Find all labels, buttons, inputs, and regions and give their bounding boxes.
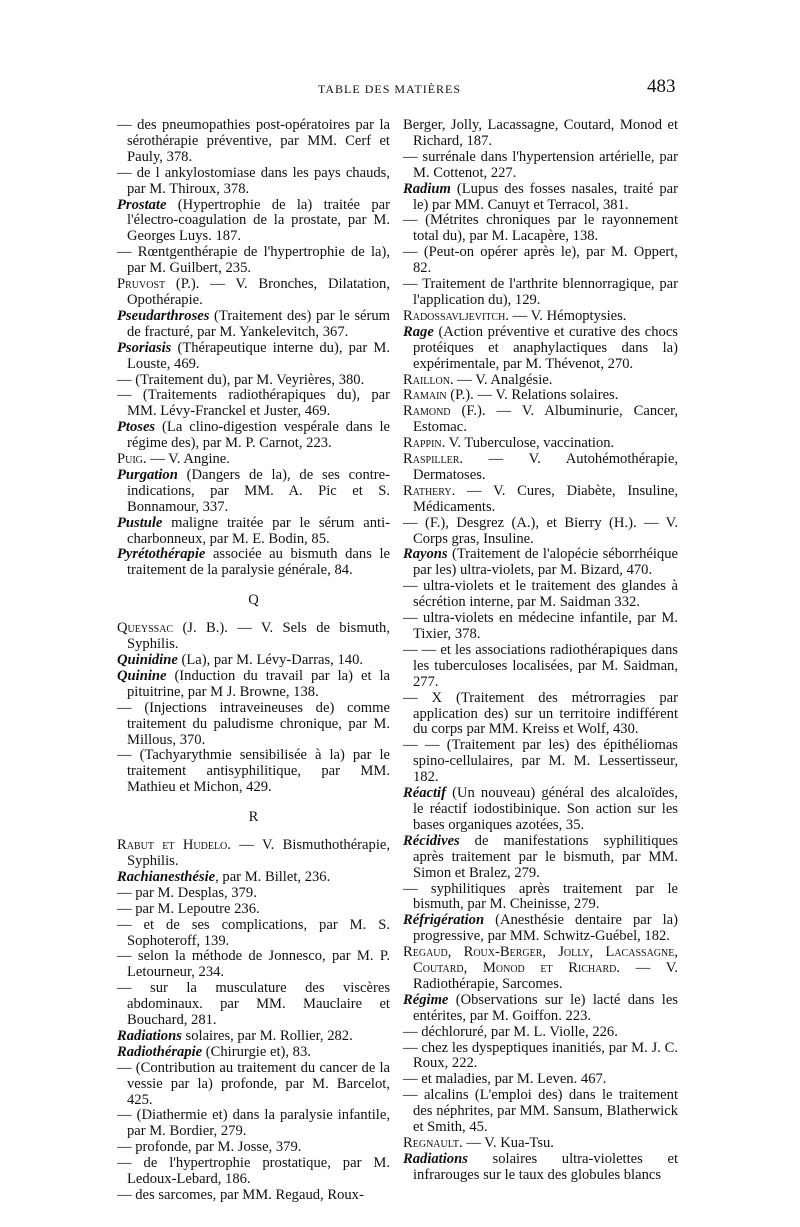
entry-keyword: Rayons [403, 546, 448, 563]
entry-text: — — et les associations radiothérapiques dans les tuberculoses localisées, par M. Saidman, 277. [403, 641, 678, 690]
entry-author: Ramond [403, 403, 451, 420]
entry-text: . — V. Analgésie. [449, 371, 553, 388]
index-entry [403, 245, 678, 277]
entry-keyword: Psoriasis [117, 339, 172, 356]
entry-text: (Traitement des) par le sérum de fracturé, par M. Yankelevitch, 367. [127, 307, 390, 340]
entry-text: — Rœntgenthérapie de l'hypertrophie de la), par M. Guilbert, 235. [117, 244, 390, 277]
index-entry [403, 786, 678, 834]
index-entry [403, 277, 678, 309]
index-entry [403, 309, 678, 325]
entry-text: — de l'hypertrophie prostatique, par M. Ledoux-Lebard, 186. [117, 1155, 390, 1188]
section-letter-heading: R [248, 809, 259, 826]
left-column [117, 118, 390, 1204]
entry-text: (Dangers de la), de ses contre-indications, par MM. A. Pic et S. Bonnamour, 337. [127, 466, 390, 515]
entry-text: — (Traitement du), par M. Veyrières, 380. [117, 371, 365, 388]
index-entry [403, 691, 678, 739]
entry-text: (J. B.). — V. Sels de bismuth, Syphilis. [127, 620, 390, 653]
entry-text: (Action préventive et curative des chocs protéiques et anaphylactiques dans la) expérimentale, par M. Thévenot, 270. [413, 323, 678, 372]
entry-keyword: Récidives [403, 832, 460, 849]
entry-text: — (Tachyarythmie sensibilisée à la) par le traitement antisyphilitique, par MM. Mathieu et Michon, 429. [117, 747, 390, 796]
entry-text: (Thérapeutique interne du), par M. Louste, 469. [127, 339, 390, 372]
index-entry [403, 484, 678, 516]
entry-text: (Anesthésie dentaire par la) progressive, par MM. Schwitz-Guébel, 182. [413, 912, 678, 945]
entry-text: (Observations sur le) lacté dans les entérites, par M. Goiffon. 223. [413, 991, 678, 1024]
index-entry [117, 1156, 390, 1188]
index-entry [403, 993, 678, 1025]
entry-author: Ramain [403, 387, 447, 404]
entry-text: — ultra-violets et le traitement des glandes à sécrétion interne, par M. Saidman 332. [403, 578, 678, 611]
running-title: TABLE DES MATIÈRES [318, 82, 462, 96]
entry-author: Queyssac [117, 620, 174, 637]
index-entry [117, 166, 390, 198]
index-entry [403, 738, 678, 786]
index-entry [403, 1152, 678, 1184]
entry-text: — syphilitiques après traitement par le bismuth, par M. Cheinisse, 279. [403, 880, 678, 913]
entry-text: (Un nouveau) général des alcaloïdes, le réactif iodostibinique. Son action sur les bases organiques azotées, 35. [413, 785, 678, 833]
index-entry [403, 150, 678, 182]
entry-text: . — V. Radiothérapie, Sarcomes. [413, 960, 678, 992]
entry-keyword: Quinidine [117, 652, 178, 668]
entry-keyword: Purgation [117, 466, 178, 483]
right-column [403, 118, 678, 1184]
entry-author: Puig [117, 451, 143, 468]
index-entry [403, 1025, 678, 1041]
entry-text: — de l ankylostomiase dans les pays chauds, par M. Thiroux, 378. [117, 164, 390, 197]
entry-text: — surrénale dans l'hypertension artérielle, par M. Cottenot, 227. [403, 148, 678, 181]
index-entry [117, 1108, 390, 1140]
entry-text: — — (Traitement par les) des épithéliomas spino-cellulaires, par M. M. Lessertisseur, 182. [403, 737, 678, 786]
entry-keyword: Pustule [117, 514, 163, 531]
entry-text: — profonde, par M. Josse, 379. [117, 1139, 302, 1156]
index-entry [117, 838, 390, 870]
entry-text: de manifestations syphilitiques après traitement par le bismuth, par MM. Simon et Bralez, 279. [413, 832, 678, 881]
entry-text: — (Injections intraveineuses de) comme traitement du paludisme chronique, par M. Millous, 370. [117, 699, 390, 748]
entry-text: — ultra-violets en médecine infantile, par M. Tixier, 378. [403, 610, 678, 642]
entry-text: — alcalins (L'emploi des) dans le traitement des néphrites, par MM. Sansum, Blatherwick et Smith, 45. [403, 1087, 678, 1136]
entry-text: . — V. Hémoptysies. [505, 307, 627, 324]
entry-text: — (Contribution au traitement du cancer de la vessie par la) profonde, par M. Barcelot, 425. [117, 1059, 390, 1108]
entry-text: . V. Tuberculose, vaccination. [441, 435, 615, 452]
index-entry [117, 1045, 390, 1061]
entry-keyword: Radiations [403, 1150, 468, 1167]
entry-text: — déchloruré, par M. L. Violle, 226. [403, 1023, 618, 1040]
entry-text: maligne traitée par le sérum anti-charbonneux, par M. E. Bodin, 85. [127, 514, 390, 547]
entry-keyword: Pyrétothérapie [117, 546, 206, 563]
entry-author: Rabut et Hudelo [117, 837, 228, 854]
index-entry [117, 516, 390, 548]
index-entry [403, 1072, 678, 1088]
entry-keyword: Ptoses [117, 419, 156, 436]
index-entry [403, 882, 678, 914]
index-entry [403, 373, 678, 389]
index-entry [403, 945, 678, 993]
entry-text: — sur la musculature des viscères abdominaux. par MM. Mauclaire et Bouchard, 281. [117, 980, 390, 1029]
index-entry [117, 669, 390, 701]
entry-text: — X (Traitement des métrorragies par application des) sur un territoire indifférent du corps par MM. Kreiss et Wolf, 430. [403, 689, 678, 738]
entry-text: — selon la méthode de Jonnesco, par M. P. Letourneur, 234. [117, 948, 390, 981]
entry-text: (Chirurgie et), 83. [202, 1043, 311, 1060]
entry-keyword: Radiations [117, 1027, 182, 1044]
index-entry [117, 902, 390, 918]
entry-text: (Traitement de l'alopécie séborrhéique par les) ultra-violets, par M. Bizard, 470. [413, 546, 678, 579]
index-entry [117, 388, 390, 420]
index-entry [117, 277, 390, 309]
entry-text: — par M. Desplas, 379. [117, 884, 257, 901]
index-entry [117, 452, 390, 468]
entry-text: (F.). — V. Albuminurie, Cancer, Estomac. [413, 403, 678, 436]
index-entry [403, 643, 678, 691]
entry-keyword: Rachianesthésie [117, 868, 216, 885]
index-entry [403, 611, 678, 643]
entry-author: Rappin [403, 435, 442, 452]
entry-text: , par M. Billet, 236. [215, 868, 331, 885]
index-entry [403, 834, 678, 882]
section-letter-heading: Q [248, 592, 259, 609]
index-entry [403, 436, 678, 452]
index-entry [117, 547, 390, 579]
entry-text: — des sarcomes, par MM. Regaud, Roux- [117, 1187, 364, 1203]
entry-text: (Lupus des fosses nasales, traité par le) par MM. Canuyt et Terracol, 381. [413, 180, 678, 213]
page-number: 483 [647, 76, 676, 97]
entry-text: . — V. Cures, Diabète, Insuline, Médicaments. [413, 482, 678, 515]
entry-text: — (Traitements radiothérapiques du), par MM. Lévy-Franckel et Juster, 469. [117, 387, 390, 420]
index-entry [117, 373, 390, 389]
index-entry [117, 701, 390, 749]
index-entry [403, 182, 678, 214]
index-entry [117, 198, 390, 246]
entry-keyword: Réactif [403, 785, 446, 802]
entry-text: . — V. Kua-Tsu. [459, 1135, 554, 1151]
entry-keyword: Quinine [117, 667, 167, 684]
index-entry [403, 404, 678, 436]
entry-text: solaires ultra-violettes et infrarouges sur le taux des globules blancs [413, 1150, 678, 1183]
entry-author: Regaud, Roux-Berger, Jolly, Lacassagne, Coutard, Monod et Richard [403, 944, 678, 977]
entry-text: . — V. Angine. [142, 451, 230, 468]
entry-text: — (Peut-on opérer après le), par M. Oppert, 82. [403, 244, 678, 277]
index-entry [403, 547, 678, 579]
index-entry [117, 981, 390, 1029]
index-entry [117, 1061, 390, 1109]
entry-text: — (F.), Desgrez (A.), et Bierry (H.). — V. Corps gras, Insuline. [403, 514, 678, 547]
index-entry [403, 1041, 678, 1073]
index-entry [403, 1088, 678, 1136]
index-entry [403, 213, 678, 245]
entry-text: — Traitement de l'arthrite blennorragique, par l'application du), 129. [403, 276, 678, 308]
entry-text: (La clino-digestion vespérale dans le régime des), par M. P. Carnot, 223. [127, 419, 390, 452]
entry-text: — (Diathermie et) dans la paralysie infantile, par M. Bordier, 279. [117, 1107, 390, 1140]
index-entry [403, 516, 678, 548]
index-entry [403, 1136, 678, 1152]
entry-keyword: Rage [403, 323, 434, 340]
index-entry [117, 621, 390, 653]
entry-text: associée au bismuth dans le traitement de la paralysie générale, 84. [127, 546, 390, 579]
entry-keyword: Radium [403, 180, 451, 197]
entry-text: — par M. Lepoutre 236. [117, 900, 260, 917]
entry-text: Berger, Jolly, Lacassagne, Coutard, Monod et Richard, 187. [403, 117, 678, 149]
entry-text: — et de ses complications, par M. S. Sophoteroff, 139. [117, 916, 390, 949]
index-entry [117, 468, 390, 516]
entry-text: (Hypertrophie de la) traitée par l'électro-coagulation de la prostate, par M. Georges Luys. 187. [127, 196, 390, 245]
entry-author: Radossavljevitch [403, 307, 506, 324]
index-entry [117, 949, 390, 981]
entry-text: — des pneumopathies post-opératoires par la sérothérapie préventive, par MM. Cerf et Pauly, 378. [117, 117, 390, 165]
index-entry [117, 748, 390, 796]
entry-text: . — V. Autohémothérapie, Dermatoses. [413, 451, 678, 483]
entry-author: Pruvost [117, 276, 166, 293]
entry-keyword: Pseudarthroses [117, 307, 210, 324]
index-entry [403, 452, 678, 484]
index-entry [117, 870, 390, 886]
index-entry [403, 913, 678, 945]
index-entry [117, 886, 390, 902]
entry-author: Regnault [403, 1135, 460, 1151]
entry-text: (P.). — V. Relations solaires. [446, 387, 619, 404]
entry-keyword: Réfrigération [403, 912, 485, 929]
index-entry [117, 118, 390, 166]
index-entry [117, 309, 390, 341]
index-entry [117, 1140, 390, 1156]
entry-text: (Induction du travail par la) et la pituitrine, par M J. Browne, 138. [127, 667, 390, 700]
entry-text: . — V. Bismuthothérapie, Syphilis. [127, 837, 390, 869]
entry-author: Rathery [403, 482, 452, 499]
entry-text: — (Métrites chroniques par le rayonnement total du), par M. Lacapère, 138. [403, 212, 678, 245]
entry-keyword: Radiothérapie [117, 1043, 203, 1060]
entry-text: (P.). — V. Bronches, Dilatation, Opothérapie. [127, 276, 390, 308]
entry-keyword: Prostate [117, 196, 167, 213]
index-entry [117, 653, 390, 669]
index-entry [403, 118, 678, 150]
entry-keyword: Régime [403, 991, 449, 1008]
index-entry [403, 579, 678, 611]
entry-text: — chez les dyspeptiques inanitiés, par M. J. C. Roux, 222. [403, 1039, 678, 1072]
index-entry [403, 325, 678, 373]
entry-author: Raspiller [403, 451, 460, 468]
entry-text: (La), par M. Lévy-Darras, 140. [177, 652, 364, 668]
entry-author: Raillon [403, 371, 450, 388]
index-entry [403, 388, 678, 404]
entry-text: — et maladies, par M. Leven. 467. [403, 1071, 607, 1088]
index-entry [117, 918, 390, 950]
index-entry [117, 1188, 390, 1204]
index-entry [117, 1029, 390, 1045]
index-entry [117, 245, 390, 277]
index-entry [117, 341, 390, 373]
entry-text: solaires, par M. Rollier, 282. [181, 1027, 353, 1044]
index-entry [117, 420, 390, 452]
